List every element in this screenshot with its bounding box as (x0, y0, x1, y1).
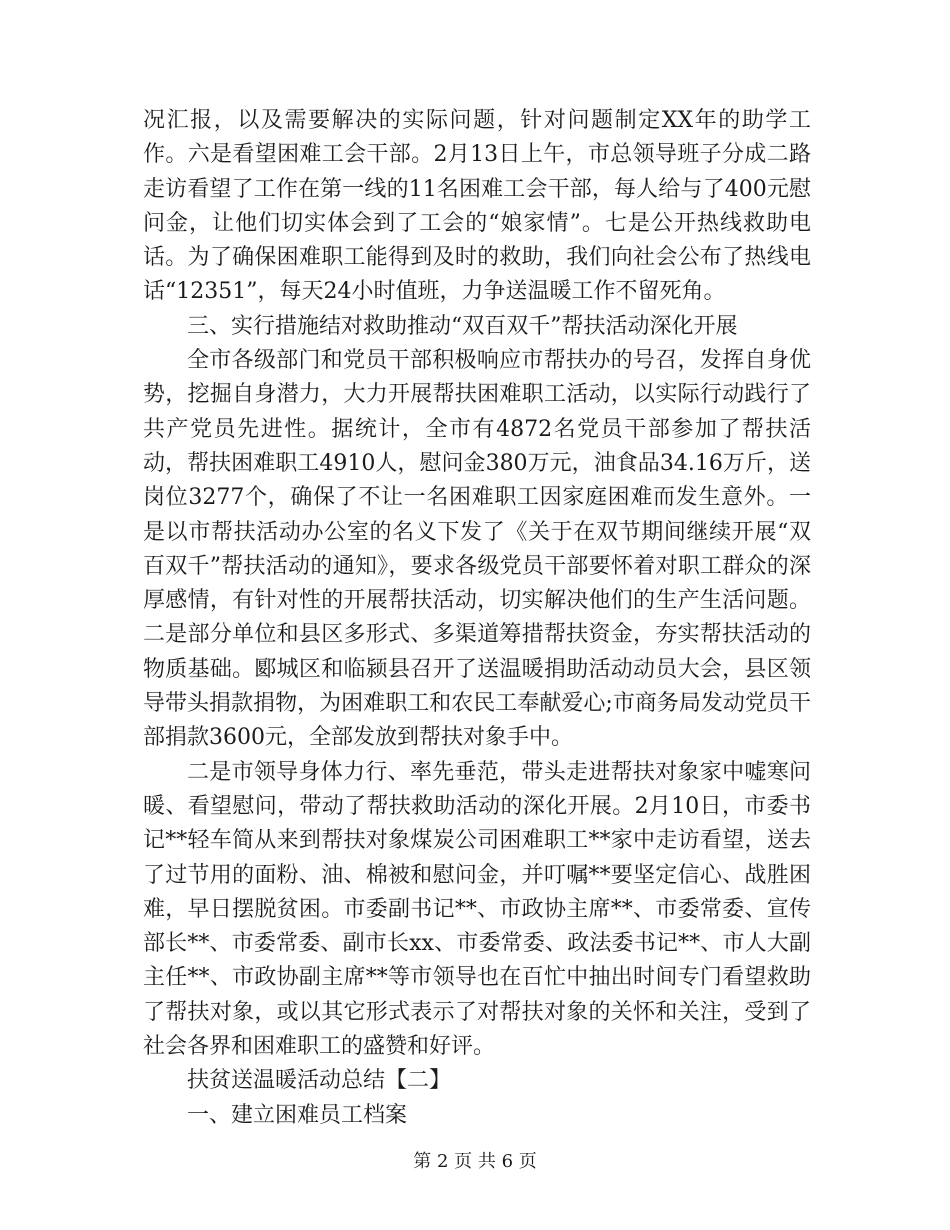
document-body (143, 104, 811, 1133)
page-number-footer: 第 2 页 共 6 页 (413, 1151, 537, 1172)
section-title-summary-two: 扶贫送温暖活动总结【二】 (187, 1068, 452, 1094)
section-heading-one: 一、建立困难员工档案 (187, 1102, 408, 1128)
section-heading-three: 三、实行措施结对救助推动“双百双千”帮扶活动深化开展 (187, 313, 738, 339)
paragraph-leaders-visit: 二是市领导身体力行、率先垂范，带头走进帮扶对象家中嘘寒问暖、看望慰问，带动了帮扶救助活动的深化开展。2月10日，市委书记**轻车简从来到帮扶对象煤炭公司困难职工**家中走访看望，送去了过节用的面粉、油、棉被和慰问金，并叮嘱**要坚定信心、战胜困难，早日摆脱贫困。市委副书记**、市政协主席**、市委常委、宣传部长**、市委常委、副市长xx、市委常委、政法委书记**、市人大副主任**、市政协副主席**等市领导也在百忙中抽出时间专门看望救助了帮扶对象，或以其它形式表示了对帮扶对象的关怀和关注，受到了社会各界和困难职工的盛赞和好评。 (143, 759, 811, 1060)
paragraph-assistance-overview: 全市各级部门和党员干部积极响应市帮扶办的号召，发挥自身优势，挖掘自身潜力，大力开展帮扶困难职工活动，以实际行动践行了共产党员先进性。据统计，全市有4872名党员干部参加了帮扶活动，帮扶困难职工4910人，慰问金380万元，油食品34.16万斤，送岗位3277个，确保了不让一名困难职工因家庭困难而发生意外。一是以市帮扶活动办公室的名义下发了《关于在双节期间继续开展“双百双千”帮扶活动的通知》，要求各级党员干部要怀着对职工群众的深厚感情，有针对性的开展帮扶活动，切实解决他们的生产生活问题。二是部分单位和县区多形式、多渠道筹措帮扶资金，夯实帮扶活动的物质基础。郾城区和临颍县召开了送温暖捐助活动动员大会，县区领导带头捐款捐物，为困难职工和农民工奉献爱心;市商务局发动党员干部捐款3600元，全部发放到帮扶对象手中。 (143, 348, 811, 751)
paragraph-continuation: 况汇报，以及需要解决的实际问题，针对问题制定XX年的助学工作。六是看望困难工会干部。2月13日上午，市总领导班子分成二路走访看望了工作在第一线的11名困难工会干部，每人给与了400元慰问金，让他们切实体会到了工会的“娘家情”。七是公开热线救助电话。为了确保困难职工能得到及时的救助，我们向社会公布了热线电话“12351”，每天24小时值班，力争送温暖工作不留死角。 (143, 108, 811, 305)
